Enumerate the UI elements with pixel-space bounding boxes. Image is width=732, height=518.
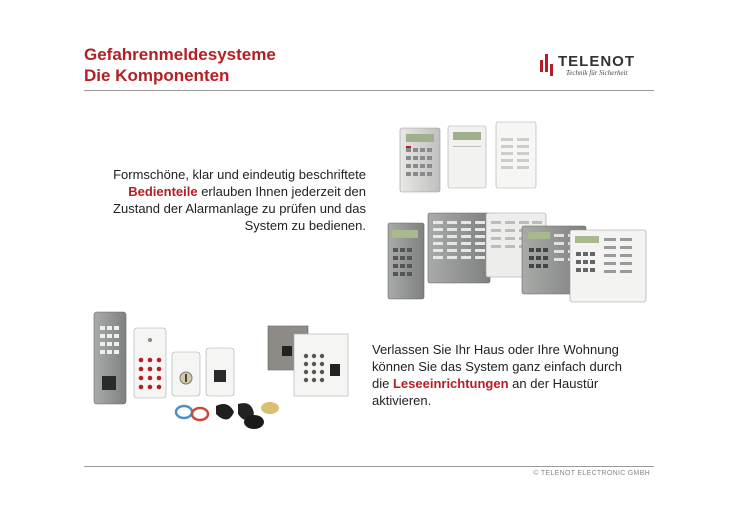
transponder-tags	[176, 402, 279, 429]
text2-line-2: können Sie das System ganz einfach durch	[372, 359, 623, 374]
reader-keypad-1	[94, 312, 126, 404]
text1-line-2	[84, 183, 366, 200]
keypad-small-2	[448, 126, 486, 188]
text1-line-3: Zustand der Alarmanlage zu prüfen und das	[113, 201, 366, 216]
copyright-footer: © TELENOT ELECTRONIC GMBH	[533, 470, 650, 477]
reader-keypad-2	[134, 328, 166, 398]
bedienteile-description	[84, 166, 366, 234]
text1-line-2-rest: erlauben Ihnen jederzeit den	[197, 184, 366, 199]
text2-line-1: Verlassen Sie Ihr Haus oder Ihre Wohnung	[372, 342, 619, 357]
leseeinrichtungen-product-image	[88, 304, 370, 444]
leseeinrichtungen-description	[372, 341, 662, 409]
slide-title	[84, 44, 276, 86]
proximity-reader	[206, 348, 234, 396]
text1-line-4: System zu bedienen.	[244, 218, 366, 233]
text2-line-3-pre: die	[372, 376, 393, 391]
text1-line-1: Formschöne, klar und eindeutig beschriftete	[113, 167, 366, 182]
text2-line-3-post: an der Haustür	[508, 376, 599, 391]
text2-line-4: aktivieren.	[372, 393, 432, 408]
text2-line-3	[372, 375, 662, 392]
title-line-2: Die Komponenten	[84, 66, 230, 85]
telenot-logo	[540, 50, 650, 80]
flush-reader-keypad	[294, 334, 348, 396]
keypad-small-3	[496, 122, 536, 188]
title-line-1: Gefahrenmeldesysteme	[84, 45, 276, 64]
telenot-logo-mark-icon	[540, 52, 556, 78]
key-switch	[172, 352, 200, 396]
header-divider	[84, 90, 654, 91]
logo-tagline: Technik für Sicherheit	[566, 69, 628, 77]
control-panel-5	[570, 230, 646, 302]
control-panel-1	[388, 223, 424, 299]
control-panel-2	[428, 213, 490, 283]
logo-name: TELENOT	[558, 53, 635, 70]
bedienteile-product-image	[382, 118, 652, 303]
leseeinrichtungen-highlight: Leseeinrichtungen	[392, 376, 509, 391]
footer-divider	[84, 466, 654, 467]
keypad-small-1	[400, 128, 440, 192]
bedienteile-highlight: Bedienteile	[128, 184, 198, 199]
